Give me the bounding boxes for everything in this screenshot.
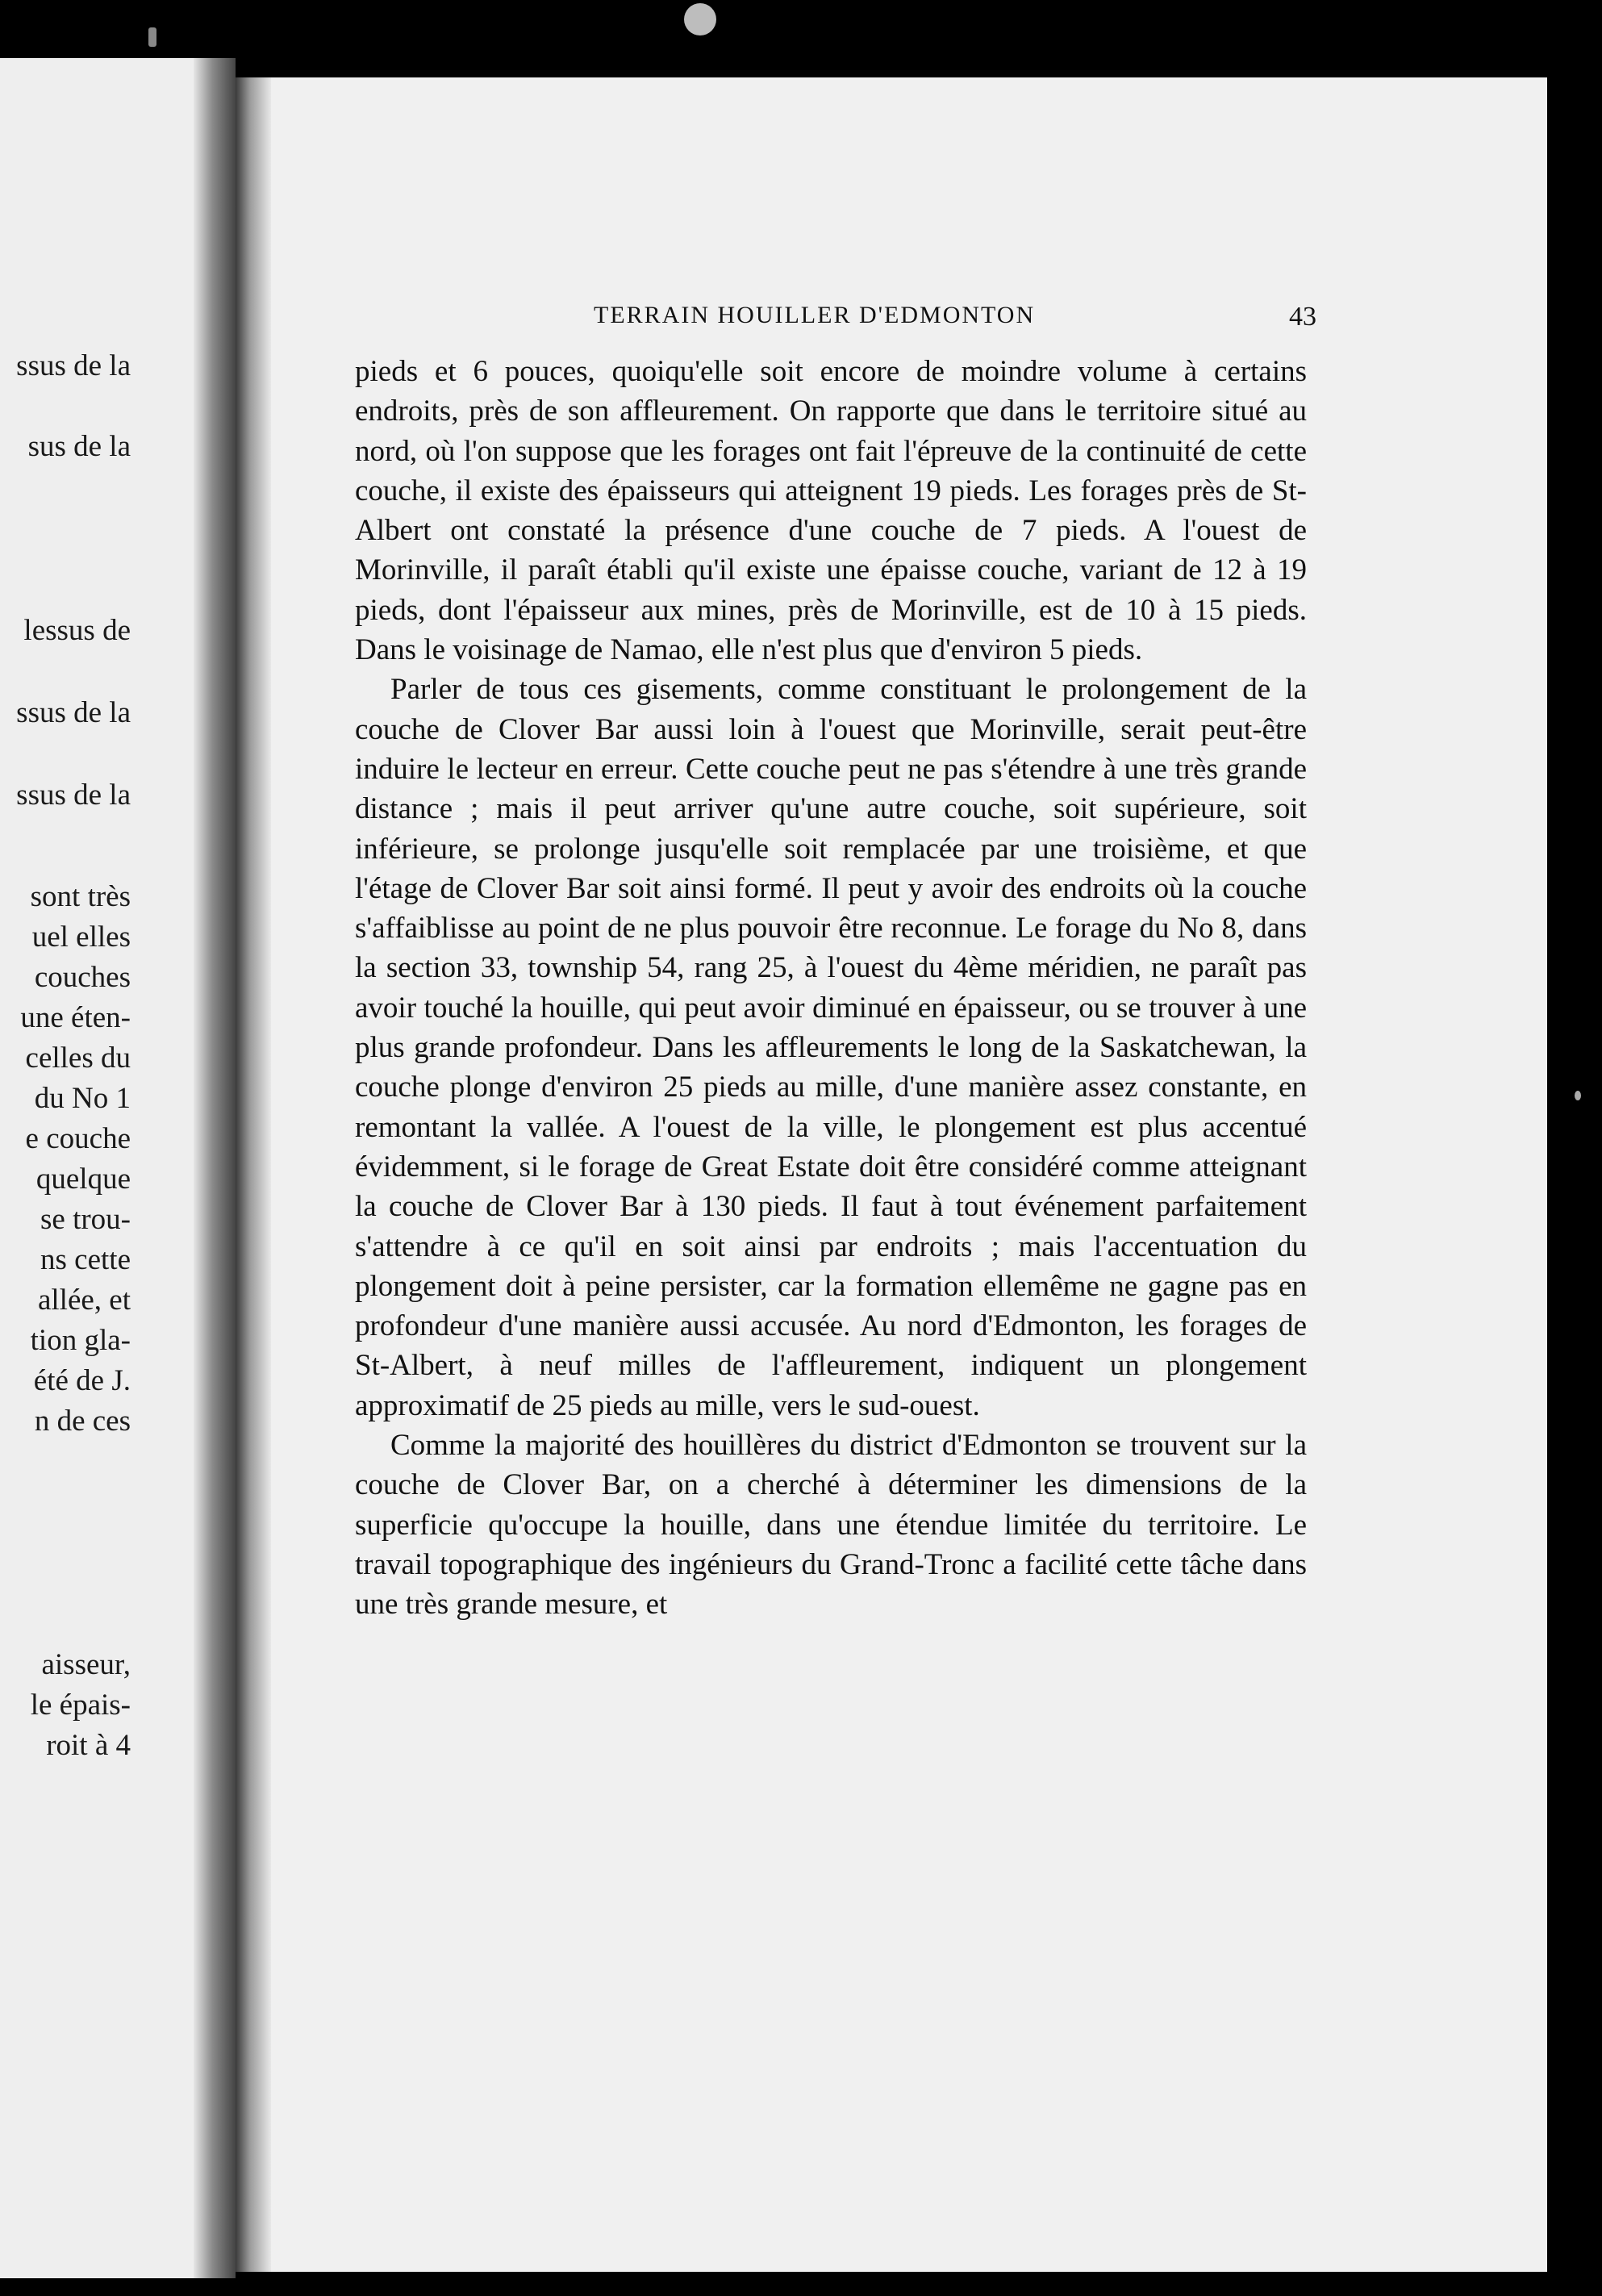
left-page <box>0 58 236 2278</box>
left-page-line: e couche <box>25 1122 131 1155</box>
left-page-line: tion gla- <box>30 1324 131 1357</box>
right-page-gutter-shadow <box>236 77 271 2272</box>
left-page-line: une éten- <box>20 1001 131 1034</box>
left-page-line: uel elles <box>31 920 131 954</box>
left-page-line: n de ces <box>34 1405 131 1438</box>
left-page-line: se trou- <box>40 1203 131 1236</box>
paragraph-1: pieds et 6 pouces, quoiqu'elle soit encore de moindre volume à certains endroits, près de son affleurement. On rapporte que dans le territoire situé au nord, où l'on suppose que les forages ont fait l'épreuve de la continuité de cette couche, il existe des épaisseurs qui atteignent 19 pieds. Les forages près de St-Albert ont constaté la présence d'une couche de 7 pieds. A l'ouest de Morinville, il paraît établi qu'il existe une épaisse couche, variant de 12 à 19 pieds, dont l'épaisseur aux mines, près de Morinville, est de 10 à 15 pieds. Dans le voisinage de Namao, elle n'est plus que d'environ 5 pieds. <box>355 355 1307 667</box>
running-head <box>348 302 1316 334</box>
left-page-line: ns cette <box>40 1243 131 1276</box>
paragraph-3: Comme la majorité des houillères du district d'Edmonton se trouvent sur la couche de Clover Bar, on a cherché à déterminer les dimensions de la superficie qu'occupe la houille, dans une étendue limitée du territoire. Le travail topographique des ingénieurs du Grand-Tronc a facilité cette tâche dans une très grande mesure, et <box>355 1429 1307 1622</box>
left-page-line: lessus de <box>23 614 131 647</box>
left-page-line: sus de la <box>27 430 131 463</box>
left-page-line: été de J. <box>33 1364 131 1397</box>
left-page-line: couches <box>34 961 131 994</box>
left-page-line: le épais- <box>30 1689 131 1722</box>
paragraph-2: Parler de tous ces gisements, comme constituant le prolongement de la couche de Clover Bar aussi loin à l'ouest que Morinville, serait peut-être induire le lecteur en erreur. Cette couche peut ne pas s'étendre à une très grande distance ; mais il peut arriver qu'une autre couche, soit supérieure, soit inférieure, se prolonge jusqu'elle soit remplacée par une troisième, et que l'étage de Clover Bar soit ainsi formé. Il peut y avoir des endroits où la couche s'affaiblisse au point de ne plus pouvoir être reconnue. Le forage du No 8, dans la section 33, township 54, rang 25, à l'ouest du 4ème méridien, ne paraît pas avoir touché la houille, qui peut avoir diminué en épaisseur, ou se trouver à une plus grande profondeur. Dans les affleurements le long de la Saskatchewan, la couche plonge d'environ 25 pieds au mille, d'une manière assez constante, en remontant la vallée. A l'ouest de la ville, le plongement est plus accentué évidemment, si le forage de Great Estate doit être considéré comme atteignant la couche de Clover Bar à 130 pieds. Il faut à tout événement parfaitement s'attendre à ce qu'il en soit ainsi par endroits ; mais l'accentuation du plongement doit à peine persister, car la formation ellemême ne gagne pas en profondeur d'une manière aussi accusée. Au nord d'Edmonton, les forages de St-Albert, à neuf milles de l'affleurement, indiquent un plongement approximatif de 25 pieds au mille, vers le sud-ouest. <box>355 673 1307 1422</box>
left-page-gutter-shadow <box>194 58 236 2278</box>
left-page-line: celles du <box>25 1042 131 1075</box>
left-page-line: allée, et <box>37 1284 131 1317</box>
body-text <box>355 352 1307 1625</box>
top-left-scan-blemish <box>148 27 156 47</box>
left-page-line: ssus de la <box>16 696 131 729</box>
left-page-line: ssus de la <box>16 779 131 812</box>
left-page-line: sont très <box>30 880 131 913</box>
left-page-line: aisseur, <box>41 1648 131 1681</box>
right-edge-scan-blemish <box>1575 1091 1581 1100</box>
left-page-line: du No 1 <box>34 1082 131 1115</box>
left-page-line: ssus de la <box>16 349 131 382</box>
left-page-line: roit à 4 <box>46 1729 131 1762</box>
top-scan-blemish <box>684 3 716 35</box>
left-page-line: quelque <box>35 1163 131 1196</box>
right-page <box>236 77 1547 2272</box>
running-title: TERRAIN HOUILLER D'EDMONTON <box>594 302 1036 328</box>
page-number: 43 <box>1289 302 1316 332</box>
